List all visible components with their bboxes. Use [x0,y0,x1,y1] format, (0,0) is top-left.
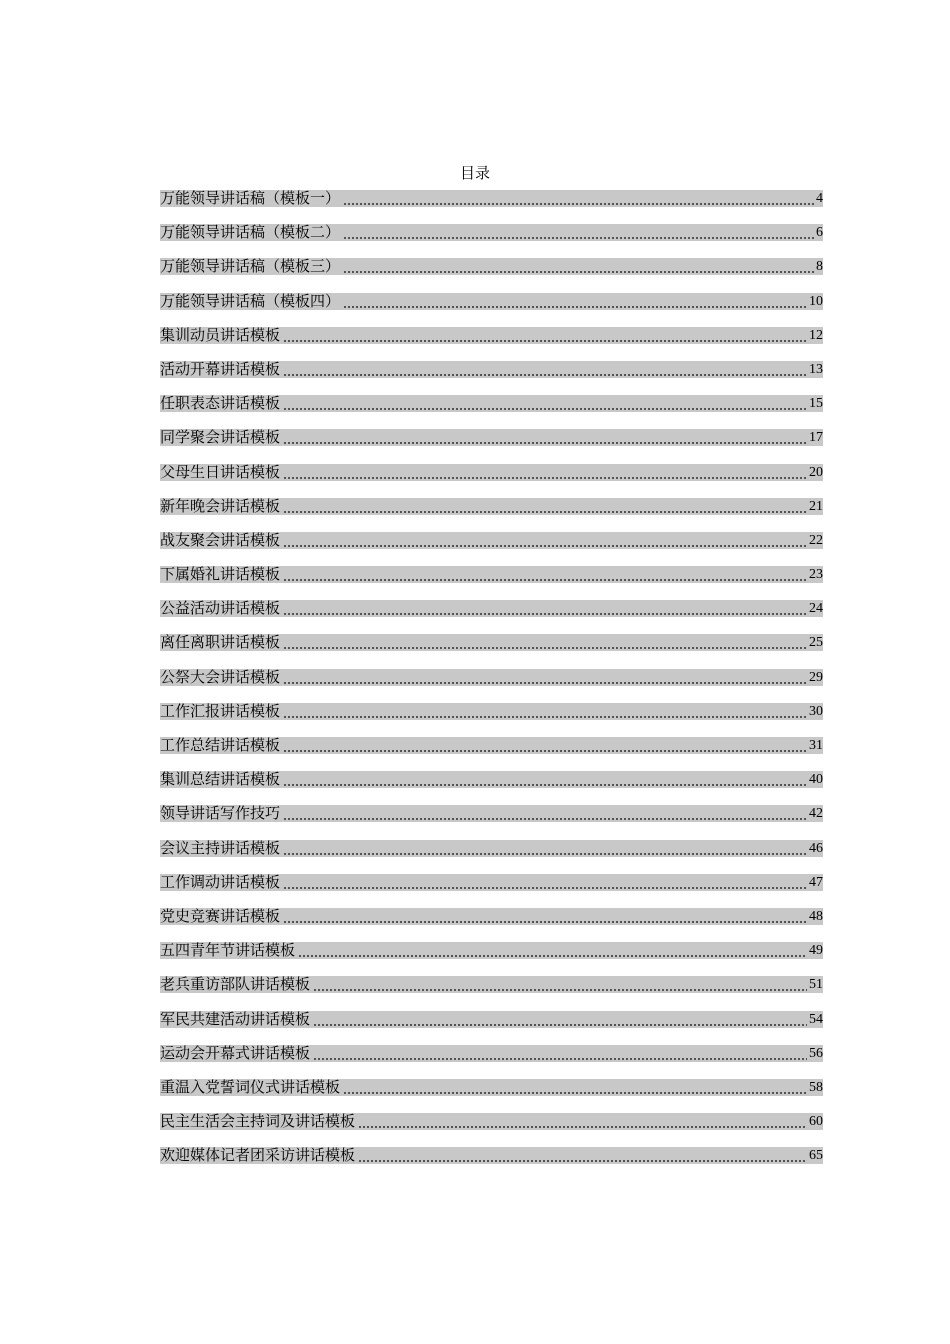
toc-entry-highlight [160,1011,823,1028]
toc-entry-page-number: 22 [809,532,823,548]
toc-entry-title: 任职表态讲话模板 [160,395,281,413]
toc-dot-leader [283,327,807,344]
toc-entry-title: 欢迎媒体记者团采访讲话模板 [160,1147,356,1165]
toc-dot-leader [283,771,807,788]
toc-dot-leader [283,429,807,446]
toc-dot-leader [283,634,807,651]
toc-entry-highlight [160,566,823,583]
toc-entry-title: 老兵重访部队讲话模板 [160,976,311,994]
toc-entry-title: 公益活动讲话模板 [160,600,281,618]
toc-dot-leader [343,293,807,310]
toc-entry-highlight [160,395,823,412]
toc-entry-page-number: 56 [809,1045,823,1061]
toc-entry[interactable] [160,427,823,461]
toc-entry-page-number: 31 [809,738,823,753]
toc-entry-highlight [160,634,823,651]
toc-list [160,188,823,1179]
toc-entry-title: 万能领导讲话稿（模板四） [160,292,341,310]
toc-entry[interactable] [160,906,823,940]
toc-dot-leader [283,395,807,412]
toc-dot-leader [283,532,807,549]
toc-entry-highlight [160,840,823,857]
toc-entry-title: 万能领导讲话稿（模板三） [160,258,341,276]
toc-entry-page-number: 20 [809,464,823,480]
toc-entry-page-number: 51 [809,977,823,993]
toc-entry-title: 重温入党誓词仪式讲话模板 [160,1078,341,1096]
toc-entry[interactable] [160,496,823,530]
toc-entry[interactable] [160,462,823,496]
toc-dot-leader [313,1045,807,1062]
toc-entry-title: 工作总结讲话模板 [160,737,281,754]
toc-entry-page-number: 6 [816,225,823,241]
toc-entry-title: 军民共建活动讲话模板 [160,1010,311,1028]
toc-entry-title: 运动会开幕式讲话模板 [160,1044,311,1062]
toc-entry-page-number: 30 [809,703,823,719]
toc-entry[interactable] [160,735,823,769]
toc-entry[interactable] [160,359,823,393]
toc-entry-highlight [160,600,823,617]
toc-entry-highlight [160,464,823,481]
toc-dot-leader [283,566,807,583]
toc-dot-leader [283,464,807,481]
toc-dot-leader [283,908,807,925]
toc-entry[interactable] [160,769,823,803]
toc-entry-page-number: 10 [809,293,823,309]
toc-entry-title: 集训动员讲话模板 [160,326,281,344]
toc-dot-leader [358,1113,807,1130]
toc-entry[interactable] [160,803,823,837]
toc-entry-title: 万能领导讲话稿（模板一） [160,190,341,207]
toc-dot-leader [283,669,807,686]
toc-entry[interactable] [160,838,823,872]
toc-entry[interactable] [160,564,823,598]
toc-dot-leader [343,258,814,275]
toc-entry-page-number: 60 [809,1114,823,1130]
toc-entry-page-number: 24 [809,601,823,617]
toc-title: 目录 [459,164,490,182]
toc-entry-highlight [160,703,823,720]
toc-entry[interactable] [160,872,823,906]
toc-dot-leader [313,1011,807,1028]
toc-entry-highlight [160,1113,823,1130]
toc-entry-highlight [160,224,823,241]
toc-entry-page-number: 4 [816,191,823,206]
toc-entry-page-number: 42 [809,806,823,822]
toc-entry-title: 同学聚会讲话模板 [160,429,281,447]
toc-entry-highlight [160,1147,823,1164]
toc-entry-title: 党史竞赛讲话模板 [160,907,281,925]
toc-entry-page-number: 48 [809,908,823,924]
toc-dot-leader [283,874,807,891]
toc-entry[interactable] [160,530,823,564]
toc-entry-highlight [160,669,823,686]
toc-entry-page-number: 13 [809,361,823,377]
toc-entry[interactable] [160,940,823,974]
toc-entry-page-number: 21 [809,498,823,514]
toc-entry-page-number: 40 [809,772,823,788]
toc-dot-leader [283,805,807,822]
toc-entry-page-number: 15 [809,396,823,412]
toc-dot-leader [358,1147,807,1164]
toc-entry-title: 离任离职讲话模板 [160,634,281,652]
toc-entry-page-number: 23 [809,567,823,583]
toc-entry-title: 活动开幕讲话模板 [160,360,281,378]
toc-dot-leader [343,1079,807,1096]
toc-entry[interactable] [160,256,823,290]
toc-entry-title: 下属婚礼讲话模板 [160,566,281,584]
toc-entry-highlight [160,258,823,275]
toc-entry-page-number: 47 [809,874,823,890]
toc-entry-title: 工作调动讲话模板 [160,873,281,891]
toc-entry-title: 民主生活会主持词及讲话模板 [160,1113,356,1131]
toc-entry-title: 领导讲话写作技巧 [160,805,281,823]
toc-entry-title: 会议主持讲话模板 [160,839,281,857]
toc-entry-page-number: 25 [809,635,823,651]
toc-entry-highlight [160,361,823,378]
toc-dot-leader [343,190,814,207]
toc-entry[interactable] [160,222,823,256]
toc-entry[interactable] [160,1077,823,1111]
toc-entry[interactable] [160,632,823,666]
toc-dot-leader [283,498,807,515]
toc-entry-highlight [160,908,823,925]
toc-entry-highlight [160,429,823,446]
toc-entry-title: 工作汇报讲话模板 [160,702,281,720]
toc-dot-leader [283,703,807,720]
toc-entry-title: 集训总结讲话模板 [160,771,281,789]
toc-dot-leader [298,942,807,959]
toc-entry-highlight [160,976,823,993]
toc-entry[interactable] [160,598,823,632]
toc-entry-highlight [160,1045,823,1062]
toc-entry[interactable] [160,291,823,325]
toc-entry[interactable] [160,667,823,701]
toc-entry[interactable] [160,325,823,359]
toc-dot-leader [283,600,807,617]
toc-entry-highlight [160,327,823,344]
toc-entry[interactable] [160,701,823,735]
toc-entry-page-number: 58 [809,1079,823,1095]
toc-entry-highlight [160,771,823,788]
toc-entry-highlight [160,942,823,959]
toc-entry-title: 战友聚会讲话模板 [160,531,281,549]
toc-dot-leader [283,361,807,378]
toc-entry[interactable] [160,1145,823,1179]
toc-entry[interactable] [160,1111,823,1145]
toc-entry-highlight [160,874,823,891]
toc-entry[interactable] [160,1009,823,1043]
toc-entry-page-number: 54 [809,1011,823,1027]
toc-entry-title: 父母生日讲话模板 [160,463,281,481]
toc-entry-highlight [160,805,823,822]
toc-entry[interactable] [160,188,823,222]
toc-entry-page-number: 12 [809,327,823,343]
toc-dot-leader [343,224,814,241]
toc-entry[interactable] [160,1043,823,1077]
toc-dot-leader [283,840,807,857]
toc-dot-leader [313,976,807,993]
toc-entry-page-number: 46 [809,840,823,856]
toc-dot-leader [283,737,807,754]
toc-entry[interactable] [160,393,823,427]
toc-entry-highlight [160,1079,823,1096]
toc-entry-page-number: 8 [816,259,823,275]
toc-entry-title: 五四青年节讲话模板 [160,942,296,960]
toc-entry-title: 万能领导讲话稿（模板二） [160,224,341,242]
toc-entry-page-number: 65 [809,1148,823,1164]
toc-entry-highlight [160,293,823,310]
toc-entry-page-number: 49 [809,943,823,959]
toc-entry-highlight [160,737,823,754]
toc-entry-highlight [160,532,823,549]
toc-entry-title: 公祭大会讲话模板 [160,668,281,686]
toc-entry-page-number: 17 [809,430,823,446]
toc-entry-highlight [160,498,823,515]
toc-entry-page-number: 29 [809,669,823,685]
toc-entry[interactable] [160,974,823,1008]
toc-entry-title: 新年晚会讲话模板 [160,497,281,515]
toc-entry-highlight [160,190,823,207]
